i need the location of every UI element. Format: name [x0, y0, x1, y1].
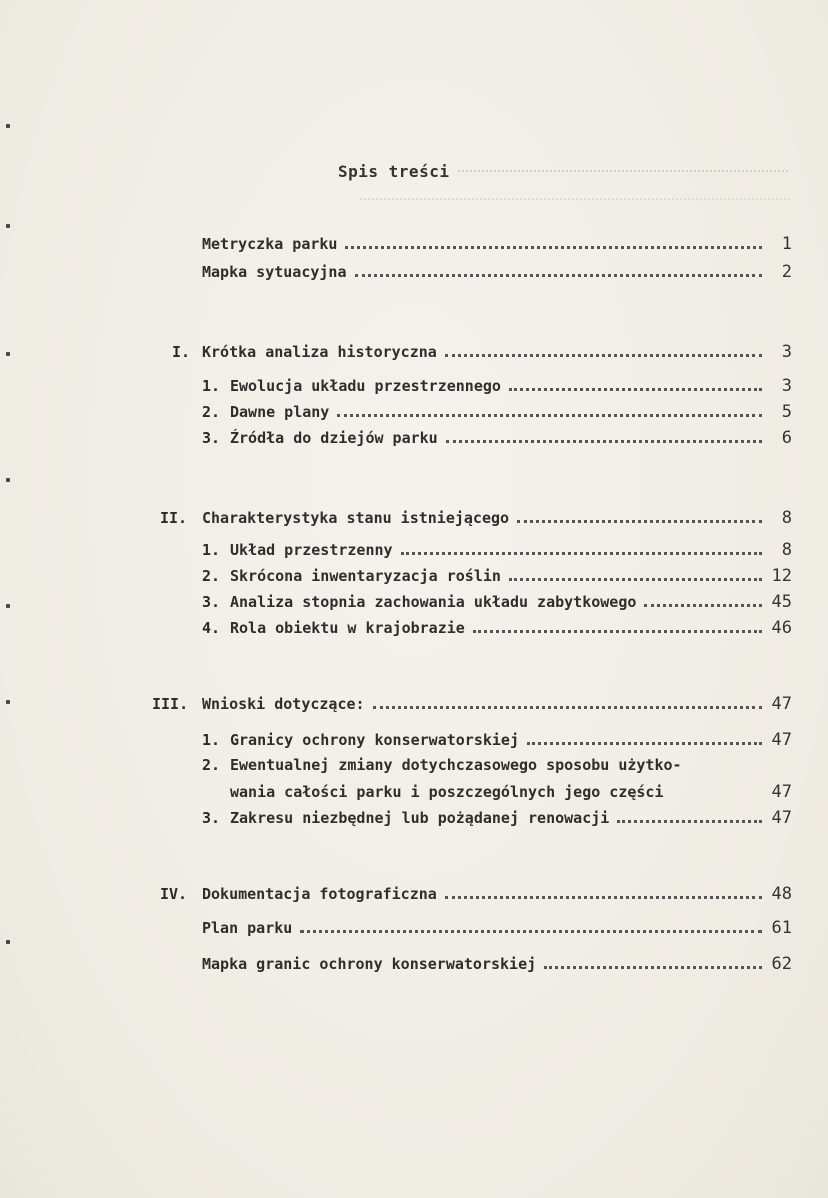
toc-entry-2-1: [202, 540, 792, 560]
toc-leader: [617, 820, 762, 823]
toc-number: 1.: [202, 731, 221, 749]
toc-label: Plan parku: [202, 919, 293, 937]
toc-number: 1.: [202, 377, 221, 395]
toc-leader: [446, 440, 762, 443]
toc-page-number: 62: [771, 954, 792, 974]
toc-leader: [517, 520, 762, 523]
toc-number: 3.: [202, 809, 221, 827]
toc-leader: [401, 552, 762, 555]
toc-page-number: 5: [781, 402, 792, 422]
toc-page-number: 47: [771, 782, 792, 802]
toc-page-number: 47: [771, 694, 792, 714]
toc-entry-2-3: [202, 592, 792, 612]
toc-section-1: [172, 342, 792, 362]
toc-entry-3-2: [202, 756, 792, 776]
toc-entry-2-4: [202, 618, 792, 638]
toc-entry-2-2: [202, 566, 792, 586]
toc-number: 2.: [202, 756, 221, 774]
toc-label: Granicy ochrony konserwatorskiej: [230, 731, 519, 749]
toc-label: Mapka sytuacyjna: [202, 263, 347, 281]
toc-label-continued: wania całości parku i poszczególnych jego części: [230, 783, 664, 801]
toc-section-2: [160, 508, 792, 528]
toc-label: Mapka granic ochrony konserwatorskiej: [202, 955, 537, 973]
title-dotted-line: [458, 170, 788, 172]
toc-leader: [373, 706, 762, 709]
toc-label: Dokumentacja fotograficzna: [202, 885, 437, 903]
toc-entry-mapka-sytuacyjna: [202, 262, 792, 282]
toc-label: Wnioski dotyczące:: [202, 695, 365, 713]
toc-entry-metryczka: [202, 234, 792, 254]
toc-number: III.: [152, 695, 189, 713]
margin-mark: [6, 224, 10, 228]
margin-mark: [6, 604, 10, 608]
toc-leader: [445, 354, 762, 357]
toc-page-number: 48: [771, 884, 792, 904]
toc-leader: [337, 414, 762, 417]
toc-number: 1.: [202, 541, 221, 559]
toc-entry-3-2-continued: [230, 782, 792, 802]
page-title: Spis treści: [338, 162, 450, 181]
toc-number: I.: [172, 343, 191, 361]
toc-leader: [509, 388, 762, 391]
margin-mark: [6, 940, 10, 944]
faint-dotted-line: [360, 198, 790, 200]
margin-mark: [6, 352, 10, 356]
toc-number: IV.: [160, 885, 188, 903]
toc-number: 2.: [202, 403, 221, 421]
toc-label: Dawne plany: [230, 403, 330, 421]
toc-label: Rola obiektu w krajobrazie: [230, 619, 465, 637]
toc-label: Skrócona inwentaryzacja roślin: [230, 567, 501, 585]
toc-page-number: 6: [781, 428, 792, 448]
toc-entry-plan-parku: [202, 918, 792, 938]
toc-page-number: 47: [771, 730, 792, 750]
toc-leader: [473, 630, 762, 633]
toc-entry-3-3: [202, 808, 792, 828]
toc-page-number: 12: [771, 566, 792, 586]
toc-leader: [544, 966, 762, 969]
toc-entry-1-3: [202, 428, 792, 448]
toc-label: Metryczka parku: [202, 235, 338, 253]
toc-label: Krótka analiza historyczna: [202, 343, 437, 361]
toc-leader: [445, 896, 762, 899]
toc-entry-mapka-granic: [202, 954, 792, 974]
toc-label: Ewolucja układu przestrzennego: [230, 377, 501, 395]
toc-page-number: 3: [781, 376, 792, 396]
toc-page-number: 47: [771, 808, 792, 828]
toc-number: 2.: [202, 567, 221, 585]
toc-label: Analiza stopnia zachowania układu zabytkowego: [230, 593, 637, 611]
toc-page-number: 3: [781, 342, 792, 362]
toc-section-4: [160, 884, 792, 904]
margin-mark: [6, 124, 10, 128]
toc-page-number: 61: [771, 918, 792, 938]
toc-label: Ewentualnej zmiany dotychczasowego sposobu użytko-: [230, 756, 682, 774]
toc-section-3: [152, 694, 792, 714]
toc-number: 4.: [202, 619, 221, 637]
toc-label: Zakresu niezbędnej lub pożądanej renowacji: [230, 809, 610, 827]
toc-number: 3.: [202, 429, 221, 447]
toc-entry-3-1: [202, 730, 792, 750]
toc-page-number: 1: [781, 234, 792, 254]
toc-page-number: 2: [781, 262, 792, 282]
toc-entry-1-2: [202, 402, 792, 422]
margin-mark: [6, 700, 10, 704]
toc-entry-1-1: [202, 376, 792, 396]
toc-label: Układ przestrzenny: [230, 541, 393, 559]
toc-leader: [527, 742, 762, 745]
toc-page-number: 8: [781, 540, 792, 560]
toc-number: 3.: [202, 593, 221, 611]
toc-label: Źródła do dziejów parku: [230, 429, 438, 447]
toc-page-number: 46: [771, 618, 792, 638]
toc-page-number: 45: [771, 592, 792, 612]
toc-page-number: 8: [781, 508, 792, 528]
toc-leader: [644, 604, 762, 607]
toc-leader: [509, 578, 762, 581]
toc-leader: [355, 274, 763, 277]
toc-leader: [345, 246, 762, 249]
margin-mark: [6, 478, 10, 482]
toc-number: II.: [160, 509, 188, 527]
toc-label: Charakterystyka stanu istniejącego: [202, 509, 510, 527]
toc-leader: [300, 930, 762, 933]
